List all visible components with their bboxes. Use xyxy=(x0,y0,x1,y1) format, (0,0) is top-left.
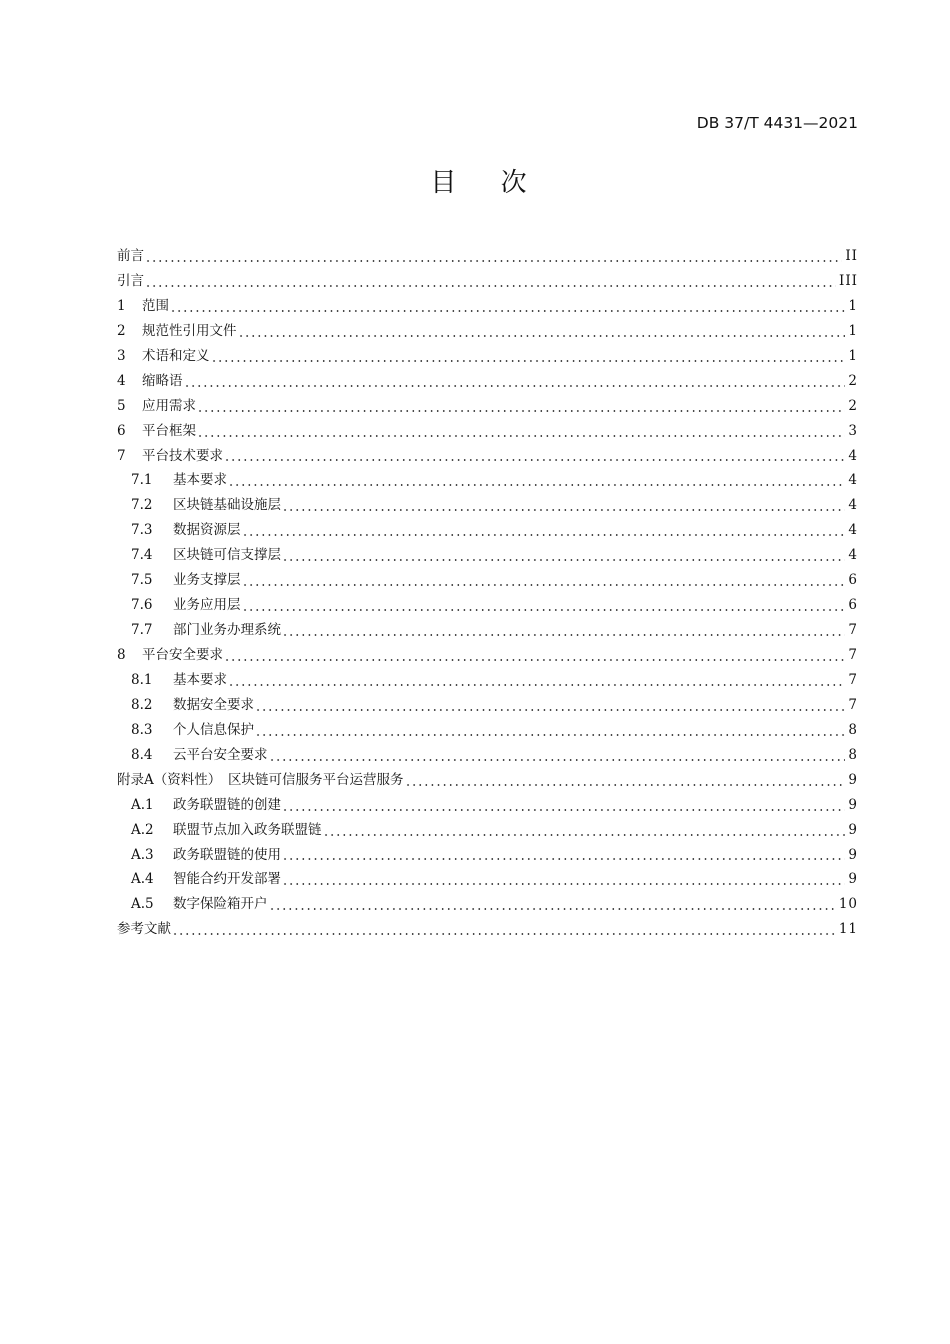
toc-entry-number: 8.3 xyxy=(131,721,153,738)
toc-entry-label: 平台框架 xyxy=(142,422,196,439)
toc-entry-page: 1 xyxy=(848,322,858,339)
dot-leader xyxy=(145,285,836,287)
dot-leader xyxy=(224,659,845,661)
toc-entry-page: 4 xyxy=(848,547,858,564)
toc-entry-label: 业务应用层 xyxy=(173,597,241,614)
dot-leader xyxy=(172,933,836,935)
dot-leader xyxy=(228,684,845,686)
toc-entry-page: 4 xyxy=(848,497,858,514)
dot-leader xyxy=(145,260,842,262)
toc-entry-label: 数字保险箱开户 xyxy=(173,896,268,913)
dot-leader xyxy=(228,484,845,486)
toc-entry-number: 7.2 xyxy=(131,497,153,514)
toc-entry-label: 参考文献 xyxy=(117,921,171,938)
toc-entry[interactable] xyxy=(117,867,858,892)
dot-leader xyxy=(282,883,845,885)
toc-entry-label: 数据资源层 xyxy=(173,522,241,539)
dot-leader xyxy=(282,509,845,511)
dot-leader xyxy=(323,834,846,836)
toc-entry-label: 引言 xyxy=(117,272,144,289)
toc-entry-label: 基本要求 xyxy=(173,472,227,489)
toc-entry-number: 3 xyxy=(117,347,126,364)
toc-entry-page: III xyxy=(839,272,858,289)
dot-leader xyxy=(255,734,845,736)
toc-entry-number: A.3 xyxy=(131,846,154,863)
toc-entry-label: 政务联盟链的使用 xyxy=(173,846,281,863)
toc-entry[interactable] xyxy=(117,618,858,643)
dot-leader xyxy=(197,435,845,437)
toc-entry-label: 平台技术要求 xyxy=(142,447,223,464)
toc-entry-page: 9 xyxy=(848,796,858,813)
toc-entry-number: 2 xyxy=(117,322,126,339)
toc-entry-label: 政务联盟链的创建 xyxy=(173,796,281,813)
dot-leader xyxy=(242,609,846,611)
toc-entry[interactable] xyxy=(117,394,858,419)
toc-entry-number: 8.1 xyxy=(131,671,153,688)
toc-entry-page: 7 xyxy=(848,671,858,688)
toc-entry-label: 平台安全要求 xyxy=(142,647,223,663)
toc-entry-label: 范围 xyxy=(142,297,169,314)
toc-entry-number: A.4 xyxy=(131,871,154,888)
dot-leader xyxy=(224,459,845,461)
toc-entry[interactable] xyxy=(117,369,858,394)
toc-entry-label: 附录A（资料性） 区块链可信服务平台运营服务 xyxy=(117,771,404,788)
toc-entry[interactable] xyxy=(117,468,858,493)
toc-entry-page: 10 xyxy=(838,896,858,913)
toc-entry-page: 9 xyxy=(848,871,858,888)
toc-entry[interactable] xyxy=(117,593,858,618)
toc-entry-number: A.5 xyxy=(131,896,154,913)
toc-entry-page: 7 xyxy=(848,696,858,713)
dot-leader xyxy=(211,360,846,362)
dot-leader xyxy=(242,534,846,536)
toc-entry-label: 部门业务办理系统 xyxy=(173,622,281,639)
toc-entry-label: 个人信息保护 xyxy=(173,721,254,738)
toc-entry[interactable] xyxy=(117,818,858,843)
toc-entry[interactable] xyxy=(117,444,858,469)
toc-entry[interactable] xyxy=(117,693,858,718)
toc-entry-page: 11 xyxy=(838,921,858,938)
toc-entry-page: 7 xyxy=(848,647,858,663)
toc-entry-page: II xyxy=(845,248,858,264)
toc-entry-number: 8 xyxy=(117,647,126,663)
toc-entry-number: 7.5 xyxy=(131,572,153,589)
toc-entry-label: 智能合约开发部署 xyxy=(173,871,281,888)
toc-entry-number: A.2 xyxy=(131,821,154,838)
toc-entry-page: 6 xyxy=(848,572,858,589)
toc-entry[interactable] xyxy=(117,917,858,942)
toc-entry-page: 6 xyxy=(848,597,858,614)
toc-entry[interactable] xyxy=(117,493,858,518)
toc-entry[interactable] xyxy=(117,319,858,344)
dot-leader xyxy=(184,385,846,387)
toc-entry[interactable] xyxy=(117,793,858,818)
toc-entry-label: 云平台安全要求 xyxy=(173,746,268,763)
toc-entry-number: 8.2 xyxy=(131,696,153,713)
toc-entry-number: A.1 xyxy=(131,796,154,813)
dot-leader xyxy=(197,410,845,412)
toc-entry-page: 3 xyxy=(848,422,858,439)
toc-entry-number: 7.3 xyxy=(131,522,153,539)
page-title: 目 次 xyxy=(430,168,545,198)
toc-entry[interactable] xyxy=(117,718,858,743)
table-of-contents xyxy=(117,244,858,942)
toc-entry[interactable] xyxy=(117,344,858,369)
toc-entry-label: 联盟节点加入政务联盟链 xyxy=(173,821,322,838)
toc-entry-page: 1 xyxy=(848,347,858,364)
dot-leader xyxy=(269,759,846,761)
toc-entry-label: 前言 xyxy=(117,248,144,264)
toc-entry-label: 缩略语 xyxy=(142,372,183,389)
toc-entry-number: 7.4 xyxy=(131,547,153,564)
toc-entry[interactable] xyxy=(117,269,858,294)
toc-entry-page: 8 xyxy=(848,746,858,763)
toc-entry-page: 4 xyxy=(848,472,858,489)
toc-entry-label: 区块链可信支撑层 xyxy=(173,547,281,564)
dot-leader xyxy=(255,709,845,711)
dot-leader xyxy=(170,310,845,312)
toc-entry[interactable] xyxy=(117,768,858,793)
toc-entry-page: 2 xyxy=(848,372,858,389)
toc-entry-page: 1 xyxy=(848,297,858,314)
toc-entry-number: 5 xyxy=(117,397,126,414)
toc-entry[interactable] xyxy=(117,892,858,917)
toc-entry-label: 数据安全要求 xyxy=(173,696,254,713)
toc-entry-label: 术语和定义 xyxy=(142,347,210,364)
dot-leader xyxy=(282,559,845,561)
toc-entry[interactable] xyxy=(117,294,858,319)
dot-leader xyxy=(282,809,845,811)
dot-leader xyxy=(238,335,846,337)
toc-entry[interactable] xyxy=(117,543,858,568)
dot-leader xyxy=(242,584,846,586)
toc-entry[interactable] xyxy=(117,668,858,693)
dot-leader xyxy=(282,634,845,636)
toc-entry-number: 6 xyxy=(117,422,126,439)
standard-code: DB 37/T 4431—2021 xyxy=(696,114,858,132)
toc-entry[interactable] xyxy=(117,419,858,444)
toc-entry-label: 基本要求 xyxy=(173,671,227,688)
toc-entry-page: 2 xyxy=(848,397,858,414)
toc-entry-number: 7.7 xyxy=(131,622,153,639)
toc-entry-number: 4 xyxy=(117,372,126,389)
toc-entry-page: 9 xyxy=(848,846,858,863)
toc-entry[interactable] xyxy=(117,568,858,593)
toc-entry-page: 8 xyxy=(848,721,858,738)
dot-leader xyxy=(405,784,846,786)
toc-entry-number: 7 xyxy=(117,447,126,464)
toc-entry-label: 区块链基础设施层 xyxy=(173,497,281,514)
toc-entry[interactable] xyxy=(117,843,858,868)
toc-entry-number: 1 xyxy=(117,297,126,314)
toc-entry-label: 规范性引用文件 xyxy=(142,322,237,339)
toc-entry-number: 8.4 xyxy=(131,746,153,763)
toc-entry-page: 9 xyxy=(848,821,858,838)
toc-entry-number: 7.6 xyxy=(131,597,153,614)
toc-entry-page: 4 xyxy=(848,447,858,464)
dot-leader xyxy=(282,858,845,860)
toc-entry[interactable] xyxy=(117,743,858,768)
toc-entry-label: 业务支撑层 xyxy=(173,572,241,589)
toc-entry[interactable] xyxy=(117,518,858,543)
toc-entry-page: 9 xyxy=(848,771,858,788)
toc-entry-page: 7 xyxy=(848,622,858,639)
toc-entry-number: 7.1 xyxy=(131,472,153,489)
toc-entry[interactable] xyxy=(117,643,858,668)
toc-entry-page: 4 xyxy=(848,522,858,539)
dot-leader xyxy=(269,908,836,910)
toc-entry[interactable] xyxy=(117,244,858,269)
toc-entry-label: 应用需求 xyxy=(142,397,196,414)
